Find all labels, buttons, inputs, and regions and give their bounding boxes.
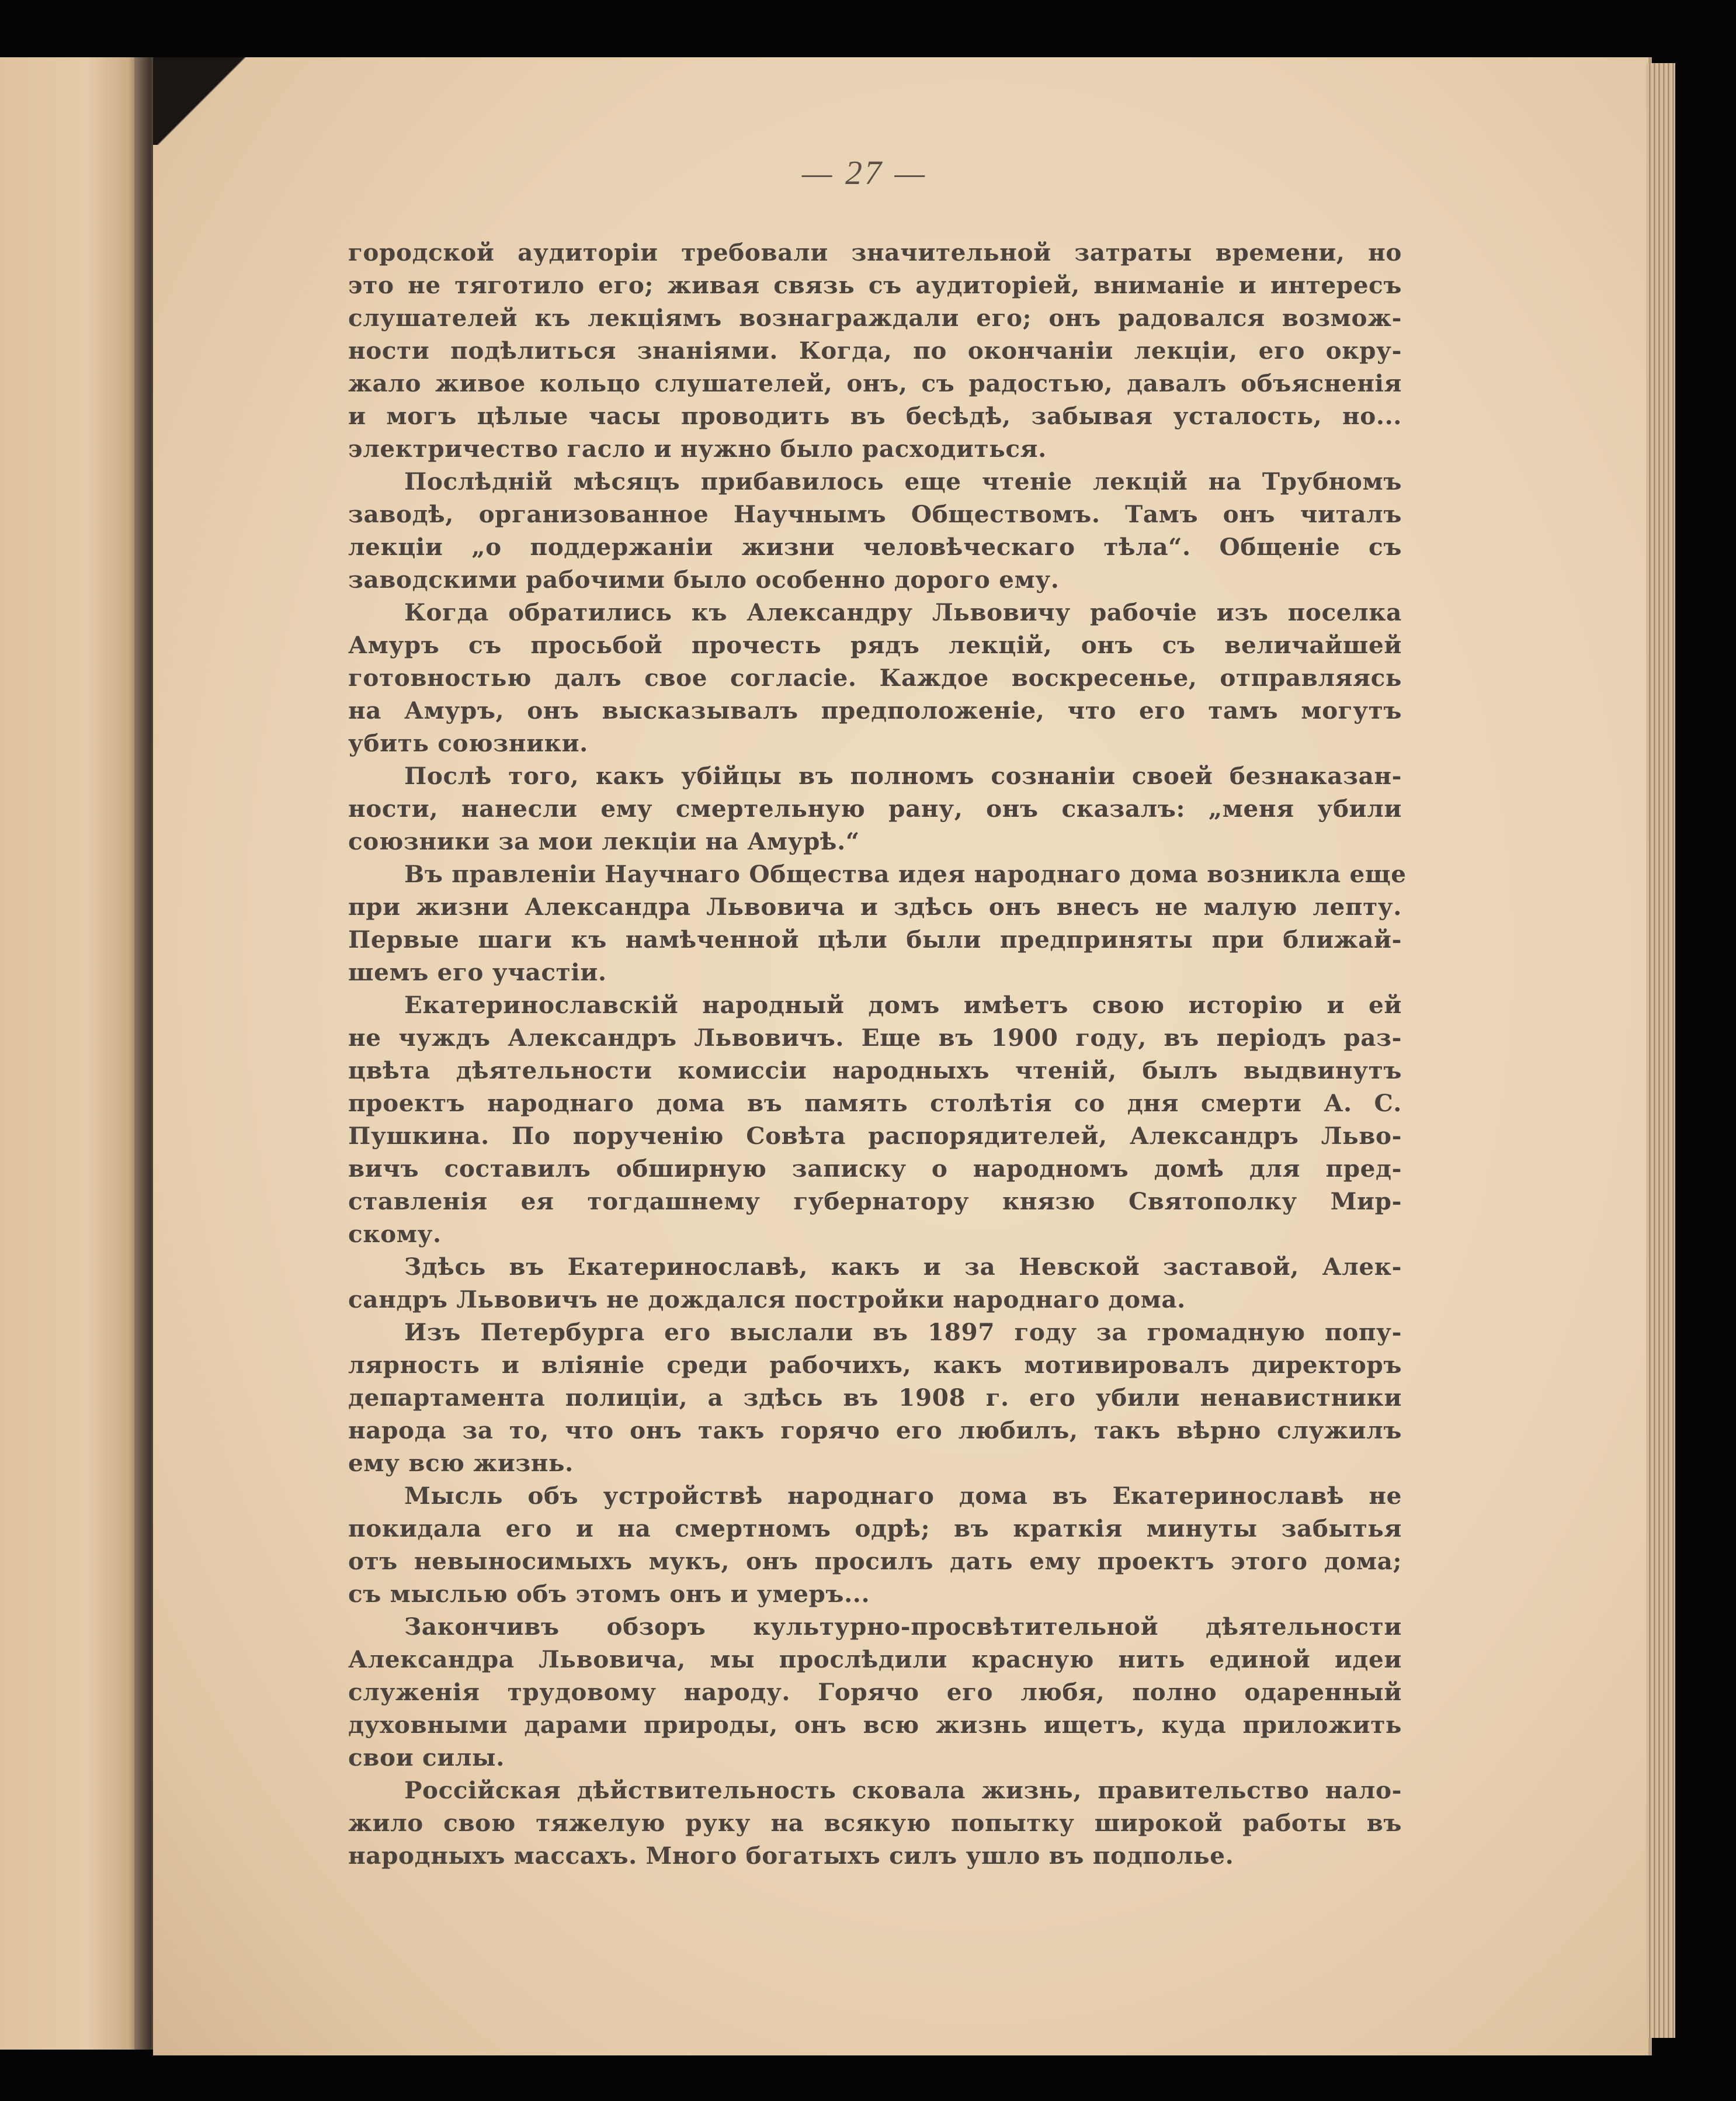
text-line: скому. [348,1220,442,1248]
text-line: Пушкина. По порученію Совѣта распорядителей, Александръ Льво- [348,1122,1402,1150]
text-line: Послѣ того, какъ убійцы въ полномъ сознаніи своей безнаказан- [404,762,1402,790]
text-line: при жизни Александра Львовича и здѣсь онъ внесъ не малую лепту. [348,893,1402,921]
text-line: свои силы. [348,1743,505,1771]
text-line: Закончивъ обзоръ культурно-просвѣтительной дѣятельности [404,1613,1402,1641]
text-line: заводѣ, организованное Научнымъ Обществомъ. Тамъ онъ читалъ [348,500,1402,528]
text-line: ности подѣлиться знаніями. Когда, по окончаніи лекціи, его окру- [348,337,1402,365]
text-line: проектъ народнаго дома въ память столѣтія со дня смерти А. С. [348,1089,1402,1117]
text-line: убить союзники. [348,729,588,757]
text-line: жало живое кольцо слушателей, онъ, съ радостью, давалъ объясненія [348,369,1402,397]
text-line: это не тяготило его; живая связь съ аудиторіей, вниманіе и интересъ [348,271,1402,299]
text-line: заводскими рабочими было особенно дорого ему. [348,566,1060,594]
left-page-edge [0,57,146,2050]
text-line: Мысль объ устройствѣ народнаго дома въ Екатеринославѣ не [404,1482,1402,1510]
page-edges [1646,63,1675,2038]
text-line: жило свою тяжелую руку на всякую попытку широкой работы въ [348,1809,1402,1837]
text-line: готовностью далъ свое согласіе. Каждое воскресенье, отправляясь [348,664,1402,692]
text-line: служенія трудовому народу. Горячо его любя, полно одаренный [348,1678,1402,1706]
text-line: Въ правленіи Научнаго Общества идея народнаго дома возникла еще [404,860,1407,888]
text-line: союзники за мои лекціи на Амурѣ.“ [348,827,860,855]
text-line: покидала его и на смертномъ одрѣ; въ краткія минуты забытья [348,1514,1402,1542]
text-line: электричество гасло и нужно было расходиться. [348,435,1047,463]
body-text [348,236,1407,1872]
text-line: ности, нанесли ему смертельную рану, онъ сказалъ: „меня убили [348,795,1402,823]
text-line: народныхъ массахъ. Много богатыхъ силъ ушло въ подполье. [348,1842,1234,1870]
text-line: лярность и вліяніе среди рабочихъ, какъ мотивировалъ директоръ [348,1351,1402,1379]
text-line: слушателей къ лекціямъ вознаграждали его; онъ радовался возмож- [348,304,1402,332]
text-line: не чуждъ Александръ Львовичъ. Еще въ 1900 году, въ періодъ раз- [348,1024,1402,1052]
text-line: шемъ его участіи. [348,958,607,986]
text-line: Александра Львовича, мы прослѣдили красную нить единой идеи [348,1645,1402,1673]
text-line: Здѣсь въ Екатеринославѣ, какъ и за Невской заставой, Алек- [404,1253,1402,1281]
text-line: и могъ цѣлые часы проводить въ бесѣдѣ, забывая усталость, но... [348,402,1402,430]
text-line: съ мыслью объ этомъ онъ и умеръ... [348,1580,870,1608]
text-line: Изъ Петербурга его выслали въ 1897 году за громадную попу- [404,1318,1402,1346]
text-line: городской аудиторіи требовали значительной затраты времени, но [348,238,1402,266]
text-line: вичъ составилъ обширную записку о народномъ домѣ для пред- [348,1154,1402,1183]
text-line: лекціи „о поддержаніи жизни человѣческаго тѣла“. Общеніе съ [348,533,1402,561]
text-line: департамента полиціи, а здѣсь въ 1908 г. его убили ненавистники [348,1384,1402,1412]
text-line: народа за то, что онъ такъ горячо его любилъ, такъ вѣрно служилъ [348,1416,1402,1444]
text-line: на Амуръ, онъ высказывалъ предположеніе, что его тамъ могутъ [348,696,1402,724]
text-line: Послѣдній мѣсяцъ прибавилось еще чтеніе лекцій на Трубномъ [404,467,1402,495]
torn-corner [153,57,293,145]
text-line: цвѣта дѣятельности комиссіи народныхъ чтеній, былъ выдвинутъ [348,1056,1402,1084]
text-line: Россійская дѣйствительность сковала жизнь, правительство нало- [404,1776,1402,1804]
text-line: Первые шаги къ намѣченной цѣли были предприняты при ближай- [348,925,1402,954]
text-line: духовными дарами природы, онъ всю жизнь ищетъ, куда приложить [348,1711,1402,1739]
text-line: ставленія ея тогдашнему губернатору князю Святополку Мир- [348,1187,1402,1215]
text-line: отъ невыносимыхъ мукъ, онъ просилъ дать ему проектъ этого дома; [348,1547,1402,1575]
text-line: Когда обратились къ Александру Львовичу рабочіе изъ поселка [404,598,1402,626]
text-line: сандръ Львовичъ не дождался постройки народнаго дома. [348,1285,1186,1313]
page-number: — 27 — [801,154,928,192]
text-line: Амуръ съ просьбой прочесть рядъ лекцій, онъ съ величайшей [348,631,1402,659]
text-line: Екатеринославскій народный домъ имѣетъ свою исторію и ей [404,991,1402,1019]
text-line: ему всю жизнь. [348,1449,574,1477]
